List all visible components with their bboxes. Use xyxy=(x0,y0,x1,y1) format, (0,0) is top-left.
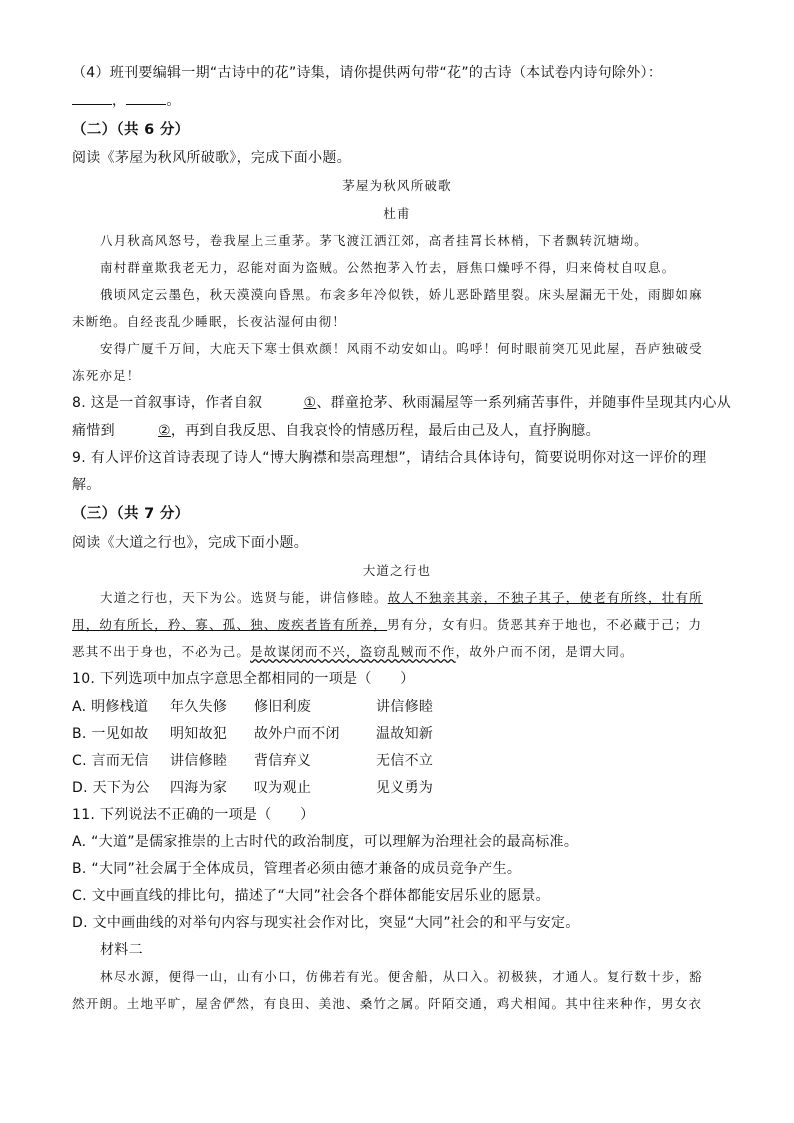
q9-line2: 解。 xyxy=(72,477,101,493)
material-2-line: 林尽水源，便得一山，山有小口，仿佛若有光。便舍船，从口入。初极狭，才通人。复行数十步，豁 xyxy=(100,969,703,984)
poem-line: 俄顷风定云墨色，秋天漠漠向昏黑。布衾多年冷似铁，娇儿恶卧踏里裂。床头屋漏无干处，雨脚如麻 xyxy=(100,287,703,302)
option-item: 无信不立 xyxy=(376,753,434,769)
option-item: A. 明修栈道 xyxy=(72,699,149,715)
q8-text: 、群童抢茅、秋雨漏屋等一系列痛苦事件，并随事件呈现其内心从 xyxy=(316,395,732,411)
option-item: 明知故犯 xyxy=(170,726,228,742)
q8-blank-1[interactable]: ① xyxy=(303,395,317,411)
poem-line: 南村群童欺我老无力，忍能对面为盗贼。公然抱茅入竹去，唇焦口燥呼不得，归来倚杖自叹息。 xyxy=(100,260,676,275)
q11-stem: 11. 下列说法不正确的一项是（ ） xyxy=(72,807,315,823)
text-segment: 恶其不出于身也，不必为己。 xyxy=(72,644,251,659)
q4-answer-line xyxy=(72,90,181,110)
q9-line1: 9. 有人评价这首诗表现了诗人“博大胸襟和崇高理想”，请结合具体诗句，简要说明你对这一评价的理 xyxy=(72,450,707,466)
poem-title: 茅屋为秋风所破歌 xyxy=(342,178,452,193)
option-item: 温故知新 xyxy=(376,726,434,742)
separator: ， xyxy=(112,93,127,109)
text-segment: 大道之行也，天下为公。选贤与能，讲信修睦。 xyxy=(100,590,388,605)
text-segment: 男有分，女有归。货恶其弃于地也，不必藏于己；力 xyxy=(387,617,703,632)
section-3-heading: （三）（共 7 分） xyxy=(72,506,190,522)
option-item: 四海为家 xyxy=(170,780,228,796)
q8-text: ，再到自我反思、自我哀怜的情感历程，最后由己及人，直抒胸臆。 xyxy=(170,423,600,439)
text-title: 大道之行也 xyxy=(362,563,432,578)
option-item: 讲信修睦 xyxy=(170,753,228,769)
q8-text: 痛惜到 xyxy=(72,423,115,439)
q11-option-c[interactable]: C. 文中画直线的排比句，描述了“大同”社会各个群体都能安居乐业的愿景。 xyxy=(72,888,550,904)
answer-blank[interactable] xyxy=(72,90,112,105)
text-segment: ，故外户而不闭，是谓大同。 xyxy=(455,644,634,659)
answer-blank[interactable] xyxy=(126,90,166,105)
option-item: C. 言而无信 xyxy=(72,753,149,769)
q8-line2 xyxy=(72,420,600,440)
poem-line: 八月秋高风怒号，卷我屋上三重茅。茅飞渡江洒江郊，高者挂罥长林梢，下者飘转沉塘坳。 xyxy=(100,233,649,248)
q10-stem: 10. 下列选项中加点字意思全都相同的一项是（ ） xyxy=(72,671,415,687)
material-2-line: 然开朗。土地平旷，屋舍俨然，有良田、美池、桑竹之属。阡陌交通，鸡犬相闻。其中往来种作，男女衣 xyxy=(72,996,703,1011)
q11-option-a[interactable]: A. “大道”是儒家推崇的上古时代的政治制度，可以理解为治理社会的最高标准。 xyxy=(72,834,579,850)
poem-line: 冻死亦足！ xyxy=(72,368,141,383)
q8-blank-2[interactable]: ② xyxy=(158,423,171,439)
straight-underlined-parallel: 故人不独亲其亲，不独子其子，使老有所终，壮有所 xyxy=(387,590,703,605)
option-item: D. 天下为公 xyxy=(72,780,150,796)
section-2-heading: （二）（共 6 分） xyxy=(72,122,190,138)
q11-option-b[interactable]: B. “大同”社会属于全体成员，管理者必须由德才兼备的成员竞争产生。 xyxy=(72,861,522,877)
option-item: 修旧利废 xyxy=(254,699,312,715)
option-item: 故外户而不闭 xyxy=(254,726,340,742)
q10-option-b[interactable] xyxy=(72,723,445,743)
option-item: 年久失修 xyxy=(170,699,228,715)
text-line xyxy=(72,642,634,660)
option-item: 见义勇为 xyxy=(376,780,434,796)
option-item: 叹为观止 xyxy=(254,780,312,796)
terminator: 。 xyxy=(166,93,181,109)
q10-option-d[interactable] xyxy=(72,777,445,797)
text-line xyxy=(72,615,702,633)
wavy-underlined-contrast: 是故谋闭而不兴，盗窃乱贼而不作 xyxy=(250,644,456,659)
option-item: 讲信修睦 xyxy=(376,699,434,715)
poem-author: 杜甫 xyxy=(383,206,411,221)
q10-option-a[interactable] xyxy=(72,696,445,716)
q8-line1 xyxy=(72,392,731,412)
straight-underlined-parallel: 用，幼有所长，矜、寡、孤、独、废疾者皆有所养， xyxy=(72,617,388,632)
text-line xyxy=(100,588,703,606)
q4-prompt: （4）班刊要编辑一期“古诗中的花”诗集，请你提供两句带“花”的古诗（本试卷内诗句除外）： xyxy=(72,65,663,81)
option-item: B. 一见如故 xyxy=(72,726,149,742)
poem-line: 安得广厦千万间，大庇天下寒士俱欢颜！风雨不动安如山。呜呼！何时眼前突兀见此屋，吾庐独破受 xyxy=(100,341,703,356)
section-3-instruction: 阅读《大道之行也》，完成下面小题。 xyxy=(72,535,309,551)
material-2-label: 材料二 xyxy=(100,942,143,958)
option-item: 背信弃义 xyxy=(254,753,312,769)
section-2-instruction: 阅读《茅屋为秋风所破歌》，完成下面小题。 xyxy=(72,150,351,166)
q10-option-c[interactable] xyxy=(72,750,445,770)
poem-line: 未断绝。自经丧乱少睡眠，长夜沾湿何由彻！ xyxy=(72,314,347,329)
q8-text: 8. 这是一首叙事诗，作者自叙 xyxy=(72,395,263,411)
q11-option-d[interactable]: D. 文中画曲线的对举句内容与现实社会作对比，突显“大同”社会的和平与安定。 xyxy=(72,915,580,931)
